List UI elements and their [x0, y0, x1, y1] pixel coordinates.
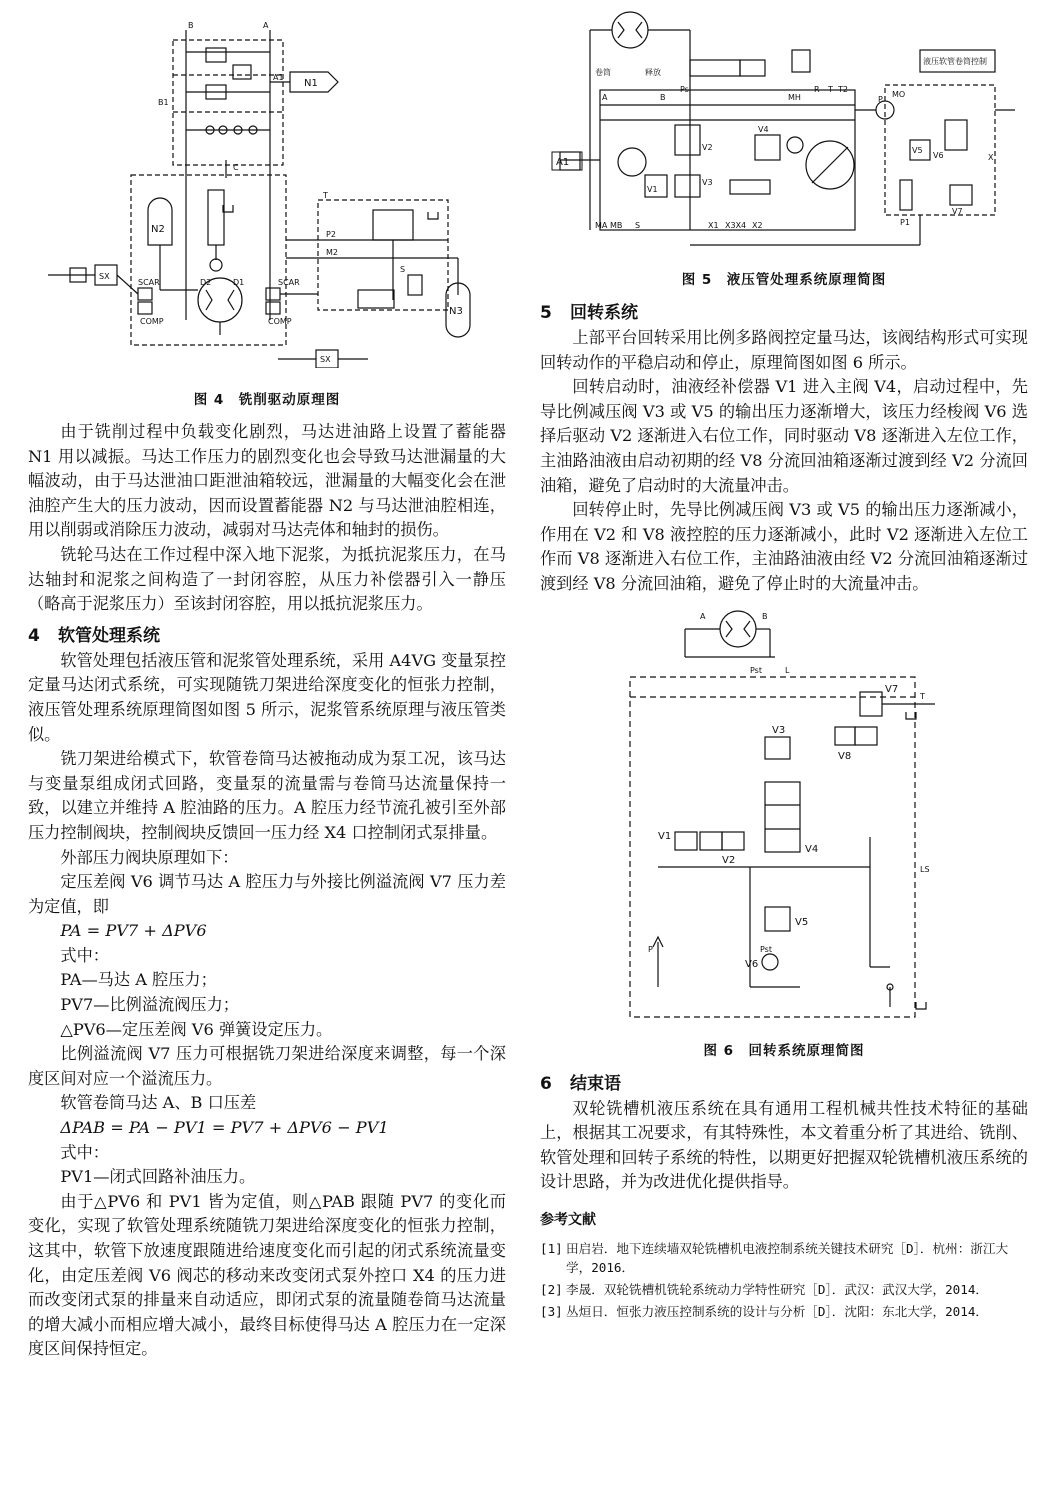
- section-4-heading: [28, 621, 506, 646]
- reference-text: 丛烜日．恒张力液压控制系统的设计与分析［D］．沈阳：东北大学，2014．: [566, 1303, 989, 1319]
- section-number: 4: [28, 625, 40, 646]
- figure-6-diagram: [540, 607, 1028, 1037]
- fig5-label-p1: P1: [900, 218, 910, 227]
- reference-text: 李晟．双轮铣槽机铣轮系统动力学特性研究［D］．武汉：武汉大学，2014．: [566, 1281, 989, 1297]
- fig4-label-s: S: [400, 265, 406, 274]
- fig6-label-pst: Pst: [750, 665, 762, 675]
- fig6-label-v4: V4: [805, 843, 819, 855]
- fig5-label-r: R: [814, 85, 820, 94]
- where-label: 式中：: [60, 945, 109, 965]
- fig4-label-d2: D2: [200, 278, 212, 287]
- fig5-label-t2: 释放: [645, 68, 661, 77]
- section-title: 回转系统: [570, 303, 638, 323]
- fig5-label-b: B: [660, 93, 666, 102]
- body-paragraph: 回转停止时，先导比例减压阀 V3 或 V5 的输出压力逐渐减小，作用在 V2 和 V8 液控腔的压力逐渐减小，此时 V2 逐渐进入左位工作而 V8 逐渐进入右位工作，主油路油液由经 V2 分流回油箱逐渐过渡到经 V8 分流回油箱，避免了停止时的大流量冲击。: [540, 500, 1028, 593]
- left-column: [28, 0, 506, 1362]
- section-number: 6: [540, 1073, 552, 1094]
- fig4-label-c: C: [233, 163, 239, 172]
- figure-5-caption: 图 5 液压管处理系统原理简图: [681, 272, 887, 288]
- section-title: 结束语: [570, 1073, 621, 1094]
- section-6-heading: [540, 1069, 1028, 1094]
- fig4-label-b: B: [188, 21, 194, 30]
- fig5-label-p: P: [878, 95, 883, 104]
- reference-item: [540, 1280, 1028, 1299]
- section-title: 软管处理系统: [58, 625, 160, 646]
- fig5-label-a1: A1: [556, 157, 570, 168]
- fig5-label-x1: X1: [708, 221, 719, 230]
- fig6-label-v5: V5: [795, 916, 809, 928]
- fig5-label-v7: V7: [952, 207, 963, 216]
- fig6-label-v7: V7: [885, 683, 899, 695]
- fig6-label-v2: V2: [722, 854, 736, 866]
- references-heading: 参考文献: [540, 1211, 596, 1228]
- fig6-label-t: T: [920, 691, 925, 701]
- fig5-label-v2: V2: [702, 143, 713, 152]
- section-5-heading: [540, 298, 1028, 323]
- body-paragraph: 上部平台回转采用比例多路阀控定量马达，该阀结构形式可实现回转动作的平稳启动和停止，原理简图如图 6 所示。: [540, 328, 1028, 372]
- fig5-label-ps: Ps: [680, 85, 689, 94]
- fig6-label-ls: LS: [920, 864, 930, 874]
- fig6-label-v3: V3: [772, 724, 786, 736]
- fig5-label-t2b: T2: [838, 85, 848, 94]
- figure-6-caption: 图 6 回转系统原理简图: [703, 1042, 865, 1059]
- body-paragraph: 软管卷筒马达 A、B 口压差: [60, 1093, 257, 1113]
- reference-text: 田启岩．地下连续墙双轮铣槽机电液控制系统关键技术研究［D］．杭州：浙江大学，2016．: [566, 1240, 1009, 1275]
- fig6-label-a: A: [700, 611, 706, 621]
- where-label: 式中：: [60, 1142, 109, 1162]
- fig4-label-sx-left: SX: [99, 272, 110, 281]
- fig5-label-mh: MH: [788, 93, 801, 102]
- fig6-label-pst2: Pst: [760, 944, 772, 954]
- fig5-label-v6: V6: [933, 151, 944, 160]
- fig4-label-t: T: [323, 191, 328, 200]
- fig5-box-label: 液压软管卷筒控制: [923, 57, 987, 66]
- fig5-label-t1: 卷筒: [595, 68, 611, 77]
- definition: PA—马达 A 腔压力；: [60, 970, 217, 990]
- reference-number: [1]: [540, 1240, 563, 1256]
- fig6-label-l: L: [785, 665, 790, 675]
- fig4-label-n1: N1: [304, 78, 318, 89]
- fig4-label-comp-right: COMP: [268, 317, 292, 326]
- fig5-label-mb: MB: [610, 221, 623, 230]
- fig4-label-scar-right: SCAR: [278, 278, 300, 287]
- fig4-label-a: A: [263, 21, 269, 30]
- body-paragraph: 定压差阀 V6 调节马达 A 腔压力与外接比例溢流阀 V7 压力差为定值，即: [28, 872, 506, 916]
- body-paragraph: 外部压力阀块原理如下：: [60, 847, 239, 867]
- section-number: 5: [540, 303, 552, 323]
- fig6-label-p: P: [648, 944, 653, 954]
- equation-2: ΔPAB = PA − PV1 = PV7 + ΔPV6 − PV1: [60, 1118, 389, 1138]
- fig4-label-a1: A1: [273, 73, 284, 82]
- fig4-label-p2: P2: [326, 230, 336, 239]
- fig5-label-ma: MA: [595, 221, 608, 230]
- body-paragraph: 由于铣削过程中负载变化剧烈，马达进油路上设置了蓄能器 N1 用以减振。马达工作压力的剧烈变化也会导致马达泄漏量的大幅波动，由于马达泄油口距泄油箱较远，泄漏量的大幅变化会在泄油腔产生大的压力波动，因而设置蓄能器 N2 与马达泄油腔相连，用以削弱或消除压力波动，减弱对马达壳体和轴封的损伤。: [28, 422, 506, 540]
- reference-number: [2]: [540, 1281, 563, 1297]
- reference-item: [540, 1239, 1028, 1277]
- definition: PV7—比例溢流阀压力；: [60, 995, 239, 1015]
- figure-4-diagram: [28, 0, 506, 368]
- body-paragraph: 由于△PV6 和 PV1 皆为定值，则△PAB 跟随 PV7 的变化而变化，实现了软管处理系统随铣刀架进给深度变化的恒张力控制，这其中，软管下放速度跟随进给速度变化而引起的闭式系统流量变化，由定压差阀 V6 阀芯的移动来改变闭式泵外控口 X4 的压力进而改变闭式泵的排量来自动适应，即闭式泵的流量随卷筒马达流量的增大减小而相应增大减小，最终目标使得马达 A 腔压力在一定深度区间保持恒定。: [28, 1191, 506, 1359]
- fig5-label-x3x4: X3X4: [725, 221, 747, 230]
- figure-4-caption: 图 4 铣削驱动原理图: [193, 392, 341, 408]
- fig4-label-comp-left: COMP: [140, 317, 164, 326]
- equation-1: PA = PV7 + ΔPV6: [60, 921, 207, 941]
- fig5-label-v1: V1: [647, 185, 658, 194]
- fig6-label-v6: V6: [745, 958, 759, 970]
- fig4-label-scar-left: SCAR: [138, 278, 160, 287]
- body-paragraph: 铣刀架进给模式下，软管卷筒马达被拖动成为泵工况，该马达与变量泵组成闭式回路，变量泵的流量需与卷筒马达流量保持一致，以建立并维持 A 腔油路的压力。A 腔压力经节流孔被引至外部压力控制阀块，控制阀块反馈回一压力经 X4 口控制闭式泵排量。: [28, 749, 506, 842]
- fig4-label-m2: M2: [326, 248, 338, 257]
- fig4-label-d1: D1: [233, 278, 245, 287]
- reference-number: [3]: [540, 1303, 563, 1319]
- body-paragraph: 双轮铣槽机液压系统在具有通用工程机械共性技术特征的基础上，根据其工况要求，有其特殊性，本文着重分析了其进给、铣削、软管处理和回转子系统的特性，以期更好把握双轮铣槽机液压系统的设计思路，并为改进优化提供指导。: [540, 1098, 1028, 1192]
- fig5-label-a: A: [602, 93, 608, 102]
- figure-5-diagram: [540, 0, 1028, 262]
- fig6-label-b: B: [762, 611, 768, 621]
- fig6-label-v1: V1: [658, 830, 672, 842]
- reference-item: [540, 1302, 1028, 1321]
- fig5-label-v5: V5: [912, 146, 923, 155]
- body-paragraph: 软管处理包括液压管和泥浆管处理系统，采用 A4VG 变量泵控定量马达闭式系统，可实现随铣刀架进给深度变化的恒张力控制，液压管处理系统原理简图如图 5 所示，泥浆管系统原理与液压管类似。: [28, 650, 506, 744]
- fig4-label-n2: N2: [151, 224, 165, 235]
- definition: PV1—闭式回路补油压力。: [60, 1167, 256, 1187]
- body-paragraph: 比例溢流阀 V7 压力可根据铣刀架进给深度来调整，每一个深度区间对应一个溢流压力。: [28, 1044, 506, 1088]
- fig5-label-v3: V3: [702, 178, 713, 187]
- fig4-label-b1: B1: [158, 98, 169, 107]
- fig5-label-x2: X2: [752, 221, 763, 230]
- fig5-label-mo: MO: [892, 90, 906, 99]
- body-paragraph: 回转启动时，油液经补偿器 V1 进入主阀 V4，启动过程中，先导比例减压阀 V3 或 V5 的输出压力逐渐增大，该压力经梭阀 V6 选择后驱动 V2 逐渐进入右位工作，同时驱动 V8 逐渐进入左位工作，主油路油液由启动初期的经 V8 分流回油箱逐渐过渡到经 V2 分流回油箱，避免了启动时的大流量冲击。: [540, 377, 1028, 495]
- right-column: [540, 0, 1028, 1324]
- fig6-label-v8: V8: [838, 750, 852, 762]
- fig5-label-s: S: [635, 221, 641, 230]
- fig5-label-v4: V4: [758, 125, 769, 134]
- definition: △PV6—定压差阀 V6 弹簧设定压力。: [60, 1019, 333, 1039]
- body-paragraph: 铣轮马达在工作过程中深入地下泥浆，为抵抗泥浆压力，在马达轴封和泥浆之间构造了一封闭容腔，从压力补偿器引入一静压（略高于泥浆压力）至该封闭容腔，用以抵抗泥浆压力。: [28, 544, 506, 614]
- fig4-label-n3: N3: [449, 306, 463, 317]
- fig5-label-t: T: [828, 85, 833, 94]
- fig4-label-sx-right: SX: [320, 355, 331, 364]
- fig5-label-x: X: [988, 153, 994, 162]
